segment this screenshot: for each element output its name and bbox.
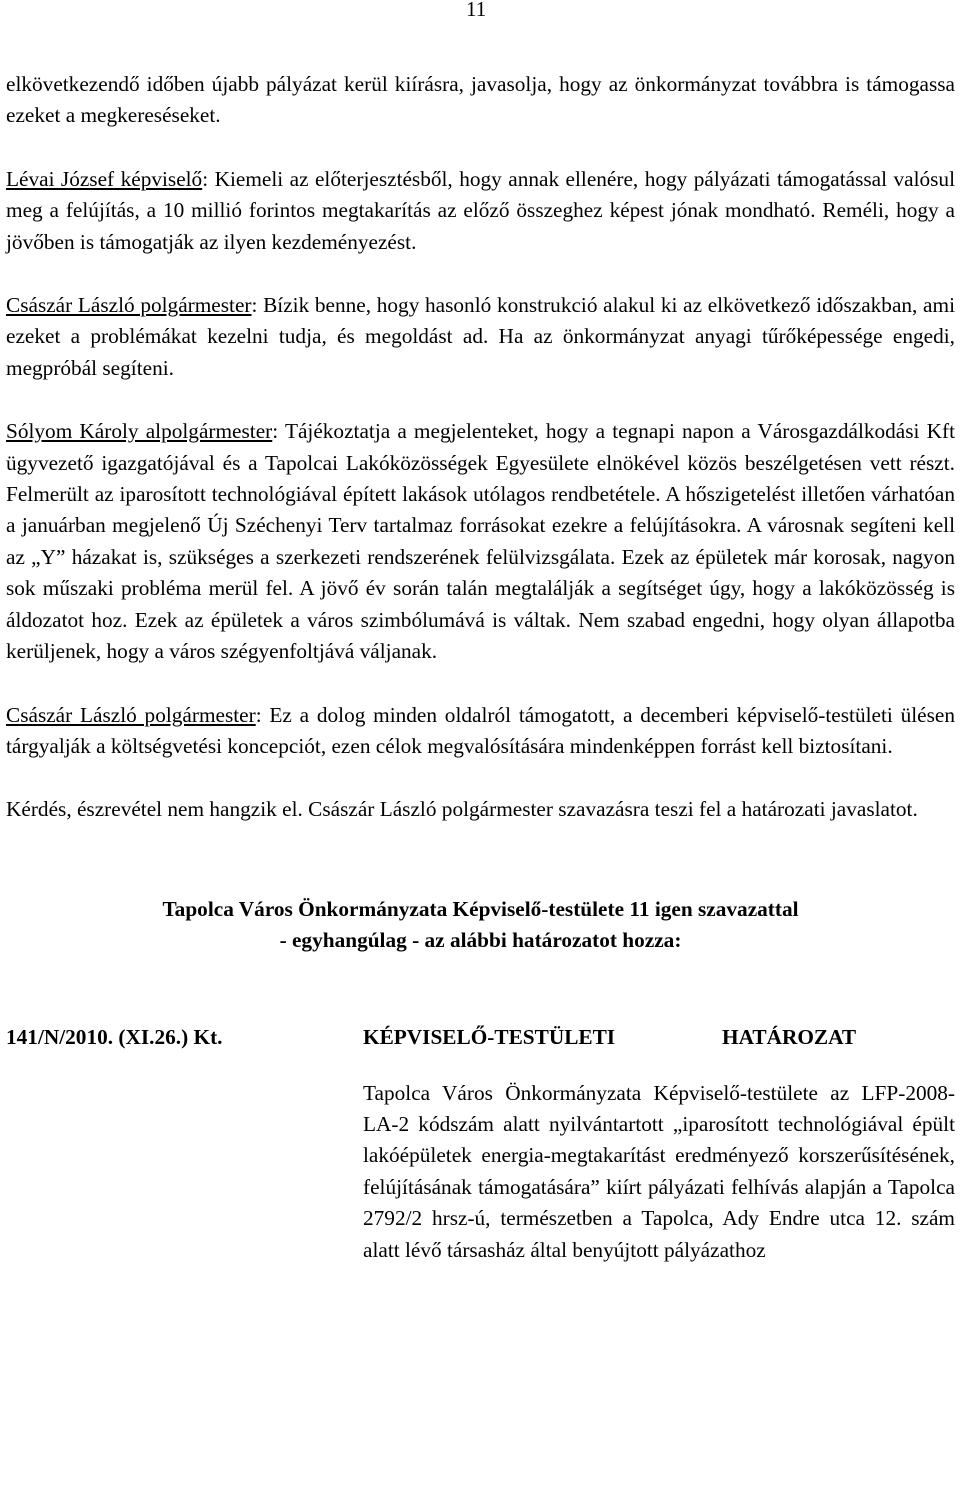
speaker-name: Lévai József képviselő [6,166,203,191]
speaker-name: Császár László polgármester [6,293,252,318]
speech-text: : Bízik benne, hogy hasonló konstrukció alakul ki az elkövetkező időszakban, ami ezeket a problémákat kezelni tudja, és megoldást ad. Ha az önkormányzat anyagi tűrőképessége engedi, megpróbál segíteni. [6,293,955,380]
paragraph-csaszar-2 [6,700,955,763]
vote-result-line2: - egyhangúlag - az alábbi határozatot hozza: [279,928,682,953]
speech-text: : Ez a dolog minden oldalról támogatott, a decemberi képviselő-testületi ülésen tárgyalják a költségvetési koncepciót, ezen célok megvalósítására mindenképpen forrást kell biztosítani. [6,702,955,758]
speech-text: : Kiemeli az előterjesztésből, hogy annak ellenére, hogy pályázati támogatással valósul meg a felújítás, a 10 millió forintos megtakarítás az előző összeghez képest jónak mondható. Reméli, hogy a jövőben is támogatják az ilyen kezdeményezést. [6,166,955,254]
decision-number: 141/N/2010. (XI.26.) Kt. [6,1024,223,1049]
decision-label: HATÁROZAT [722,1024,857,1049]
decision-body: Tapolca Város Önkormányzata Képviselő-testülete az LFP-2008-LA-2 kódszám alatt nyilvántartott „iparosított technológiával épült lakóépületek energia-megtakarítást eredményező korszerűsítésének, felújításának támogatására” kiírt pályázati felhívás alapján a Tapolca 2792/2 hrsz-ú, természetben a Tapolca, Ady Endre utca 12. szám alatt lévő társasház által benyújtott pályázathoz [363,1080,955,1262]
paragraph-solyom [6,416,955,667]
paragraph-vote-call: Kérdés, észrevétel nem hangzik el. Császár László polgármester szavazásra teszi fel a határozati javaslatot. [6,797,918,822]
speaker-name: Császár László polgármester [6,702,256,727]
paragraph-levai [6,164,955,258]
vote-result-line1: Tapolca Város Önkormányzata Képviselő-testülete 11 igen szavazattal [162,896,799,921]
speech-text: : Tájékoztatja a megjelenteket, hogy a tegnapi napon a Városgazdálkodási Kft ügyvezető igazgatójával és a Tapolcai Lakóközösségek Egyesülete elnökével közös beszélgetésen vett részt. Felmerült az iparosított technológiával épített lakások utólagos rendbetétele. A hőszigetelést illetően várhatóan a januárban megjelenő Új Széchenyi Terv tartalmaz forrásokat ezekre a felújításokra. A városnak segíteni kell az „Y” házakat is, szükséges a szerkezeti rendszerének felülvizsgálata. Ezek az épületek már korosak, nagyon sok műszaki probléma merül fel. A jövő év során talán megtalálják a segítséget úgy, hogy a lakóközösség is áldozatot hoz. Ezek az épületek a város szimbólumává is váltak. Nem szabad engedni, hogy olyan állapotba kerüljenek, hogy a város szégyenfoltjává váljanak. [6,419,956,664]
speaker-name: Sólyom Károly alpolgármester [6,419,273,444]
decision-type: KÉPVISELŐ-TESTÜLETI [363,1024,616,1049]
paragraph-csaszar-1 [6,290,955,384]
paragraph-continuation: elkövetkezendő időben újabb pályázat kerül kiírásra, javasolja, hogy az önkormányzat továbbra is támogassa ezeket a megkereséseket. [6,72,955,128]
document-body [6,69,955,1266]
page-number: 11 [466,0,487,21]
decision-header [6,1022,955,1056]
